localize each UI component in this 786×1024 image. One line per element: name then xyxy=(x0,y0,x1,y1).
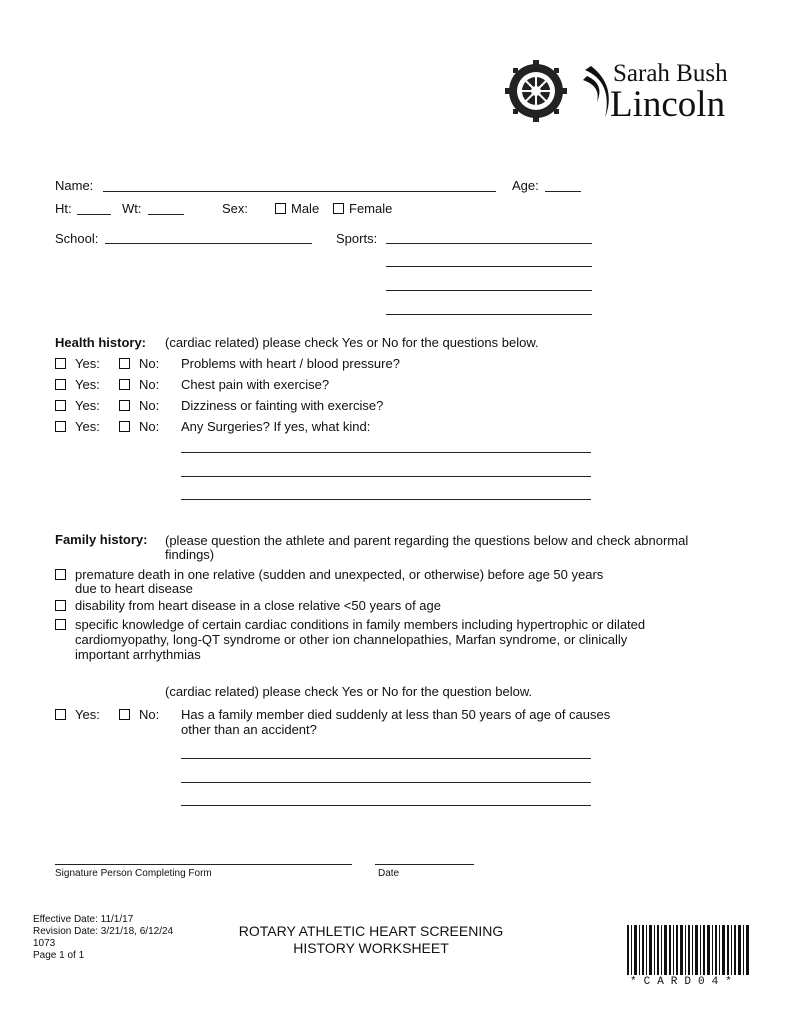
age-field[interactable] xyxy=(545,191,581,192)
rotary-wheel-icon xyxy=(505,60,567,122)
health-q2-yes-checkbox[interactable] xyxy=(55,379,66,390)
health-q2-no-checkbox[interactable] xyxy=(119,379,130,390)
form-title-line2: HISTORY WORKSHEET xyxy=(293,940,449,956)
family-answer-field-1[interactable] xyxy=(181,758,591,759)
yes-label: Yes: xyxy=(75,356,100,371)
health-q1-no-checkbox[interactable] xyxy=(119,358,130,369)
ht-field[interactable] xyxy=(77,214,111,215)
family-history-instruction2: (cardiac related) please check Yes or No for the question below. xyxy=(165,684,533,699)
yes-label: Yes: xyxy=(75,398,100,413)
health-history-heading: Health history: xyxy=(55,335,147,350)
wt-label: Wt: xyxy=(122,201,142,216)
family-item-line: specific knowledge of certain cardiac conditions in family members including hypertrophic or dilated xyxy=(75,617,646,632)
no-label: No: xyxy=(139,356,160,371)
sports-field-1[interactable] xyxy=(386,243,592,244)
health-q3-yes-checkbox[interactable] xyxy=(55,400,66,411)
no-label: No: xyxy=(139,419,160,434)
form-title-line1: ROTARY ATHLETIC HEART SCREENING xyxy=(238,923,504,939)
sports-field-3[interactable] xyxy=(386,290,592,291)
no-label: No: xyxy=(139,707,160,722)
name-field[interactable] xyxy=(103,191,496,192)
family-history-heading: Family history: xyxy=(55,532,148,547)
revision-date: Revision Date: 3/21/18, 6/12/24 xyxy=(33,926,174,937)
name-label: Name: xyxy=(55,178,94,193)
signature-field[interactable] xyxy=(55,864,352,865)
family-answer-field-3[interactable] xyxy=(181,805,591,806)
family-item-3-checkbox[interactable] xyxy=(55,619,66,630)
family-item-line: disability from heart disease in a close relative <50 years of age xyxy=(75,598,441,613)
family-history-instruction-line2: findings) xyxy=(165,547,215,562)
yes-label: Yes: xyxy=(75,377,100,392)
surgery-field-2[interactable] xyxy=(181,476,591,477)
family-item-line: important arrhythmias xyxy=(75,647,201,662)
effective-date: Effective Date: 11/1/17 xyxy=(33,914,134,925)
form-code: 1073 xyxy=(33,938,56,949)
date-field[interactable] xyxy=(375,864,474,865)
family-question-line2: other than an accident? xyxy=(181,722,317,737)
barcode xyxy=(627,925,749,975)
yes-label: Yes: xyxy=(75,707,100,722)
sports-label: Sports: xyxy=(336,231,378,246)
ht-label: Ht: xyxy=(55,201,72,216)
family-item-line: premature death in one relative (sudden and unexpected, or otherwise) before age 50 years xyxy=(75,567,604,582)
sex-label: Sex: xyxy=(222,201,249,216)
health-question-text: Dizziness or fainting with exercise? xyxy=(181,398,384,413)
no-label: No: xyxy=(139,398,160,413)
health-history-instruction: (cardiac related) please check Yes or No for the questions below. xyxy=(165,335,539,350)
barcode-text: *CARD04* xyxy=(630,976,739,988)
health-question-text: Chest pain with exercise? xyxy=(181,377,330,392)
family-answer-field-2[interactable] xyxy=(181,782,591,783)
health-q3-no-checkbox[interactable] xyxy=(119,400,130,411)
family-q-yes-checkbox[interactable] xyxy=(55,709,66,720)
family-item-line: cardiomyopathy, long-QT syndrome or other ion channelopathies, Marfan syndrome, or clinically xyxy=(75,632,628,647)
family-q-no-checkbox[interactable] xyxy=(119,709,130,720)
health-question-text: Problems with heart / blood pressure? xyxy=(181,356,400,371)
school-field[interactable] xyxy=(105,243,312,244)
surgery-field-3[interactable] xyxy=(181,499,591,500)
sports-field-4[interactable] xyxy=(386,314,592,315)
logo-name-line1: Sarah Bush xyxy=(613,60,728,87)
family-item-1-checkbox[interactable] xyxy=(55,569,66,580)
family-question-line1: Has a family member died suddenly at less than 50 years of age of causes xyxy=(181,707,611,722)
yes-label: Yes: xyxy=(75,419,100,434)
wt-field[interactable] xyxy=(148,214,184,215)
logo-name-line2: Lincoln xyxy=(610,84,726,125)
female-label: Female xyxy=(349,201,393,216)
surgery-field-1[interactable] xyxy=(181,452,591,453)
family-history-instruction-line1: (please question the athlete and parent regarding the questions below and check abnormal xyxy=(165,533,689,548)
family-item-2-checkbox[interactable] xyxy=(55,600,66,611)
male-label: Male xyxy=(291,201,320,216)
health-q1-yes-checkbox[interactable] xyxy=(55,358,66,369)
date-label: Date xyxy=(378,868,400,879)
no-label: No: xyxy=(139,377,160,392)
family-item-line: due to heart disease xyxy=(75,581,193,596)
health-q4-no-checkbox[interactable] xyxy=(119,421,130,432)
sports-field-2[interactable] xyxy=(386,266,592,267)
female-checkbox[interactable] xyxy=(333,203,344,214)
male-checkbox[interactable] xyxy=(275,203,286,214)
age-label: Age: xyxy=(512,178,539,193)
health-q4-yes-checkbox[interactable] xyxy=(55,421,66,432)
signature-label: Signature Person Completing Form xyxy=(55,868,212,879)
page-number: Page 1 of 1 xyxy=(33,950,85,961)
school-label: School: xyxy=(55,231,99,246)
health-question-text: Any Surgeries? If yes, what kind: xyxy=(181,419,371,434)
